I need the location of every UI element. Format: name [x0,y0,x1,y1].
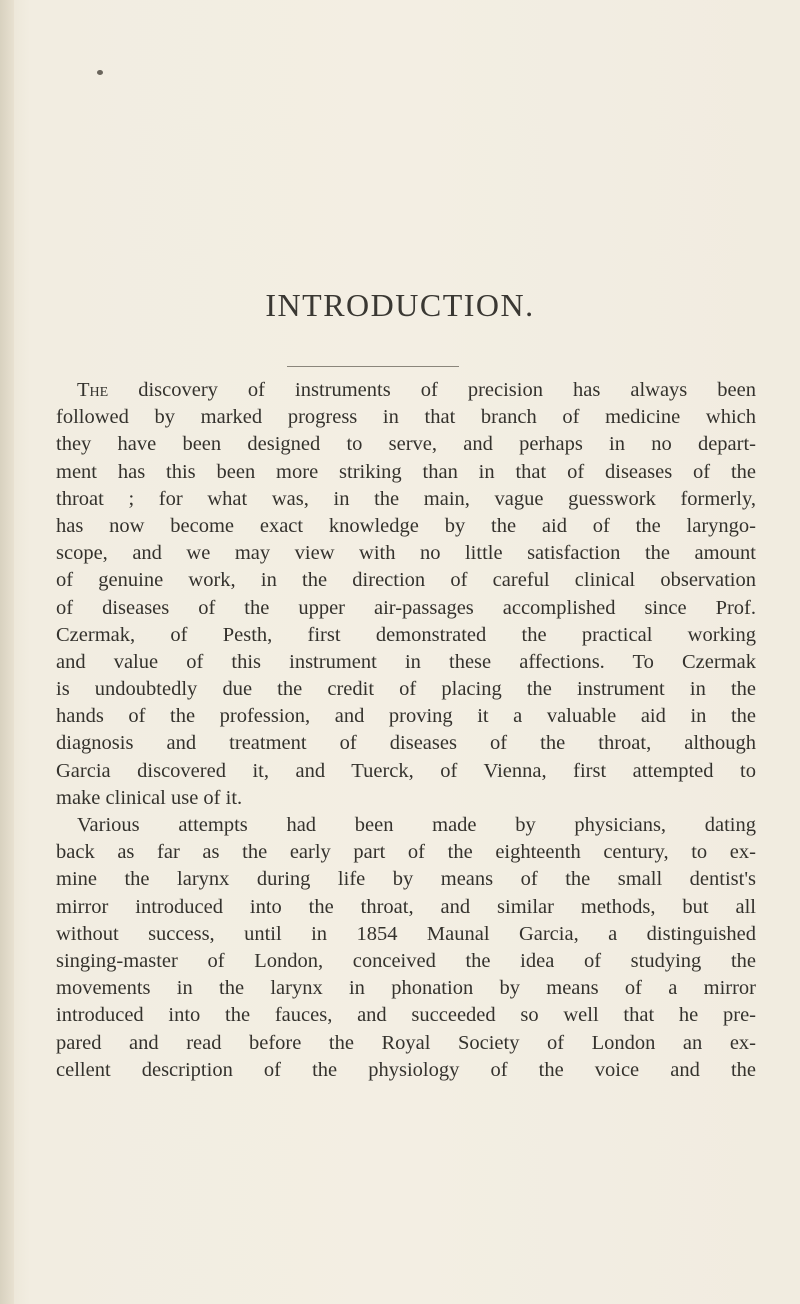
text-line: Czermak, of Pesth, first demonstrated the practical working [56,623,756,646]
paragraph-1 [56,377,756,812]
text-line: movements in the larynx in phonation by means of a mirror [56,977,756,1000]
text-line: make clinical use of it. [56,786,243,809]
text-line: without success, until in 1854 Maunal Garcia, a distinguished [56,922,756,945]
text-line: of diseases of the upper air-passages accomplished since Prof. [56,596,756,619]
text-line: Various attempts had been made by physicians, dating [77,814,756,836]
text-line: cellent description of the physiology of the voice and the [56,1058,756,1081]
chapter-heading: INTRODUCTION. [265,287,535,323]
text-line: Garcia discovered it, and Tuerck, of Vienna, first attempted to [56,759,756,782]
text-line: introduced into the fauces, and succeeded so well that he pre- [56,1004,756,1027]
text-line: mirror introduced into the throat, and similar methods, but all [56,895,756,918]
text-line: of genuine work, in the direction of careful clinical observation [56,569,756,592]
text-line: throat ; for what was, in the main, vague guesswork formerly, [56,487,756,510]
text-line: back as far as the early part of the eighteenth century, to ex- [56,841,756,864]
page-binding-edge [0,0,14,1304]
text-line: is undoubtedly due the credit of placing the instrument in the [56,678,756,701]
text-line: they have been designed to serve, and perhaps in no depart- [56,433,756,456]
text-line: scope, and we may view with no little satisfaction the amount [56,542,756,565]
text-line: mine the larynx during life by means of the small dentist's [56,868,756,891]
text-line: hands of the profession, and proving it a valuable aid in the [56,705,756,728]
text-line: ment has this been more striking than in that of diseases of the [56,460,756,483]
text-line: diagnosis and treatment of diseases of the throat, although [56,732,756,755]
text-line: The discovery of instruments of precision has always been [77,379,756,401]
ink-speck [97,70,103,75]
paragraph-2 [56,812,756,1084]
opening-word: The [77,379,109,401]
text-line: and value of this instrument in these affections. To Czermak [56,650,756,673]
text-line: followed by marked progress in that branch of medicine which [56,406,756,429]
text-line: pared and read before the Royal Society of London an ex- [56,1031,756,1054]
text-line: has now become exact knowledge by the aid of the laryngo- [56,514,756,537]
body-text [56,377,756,1084]
text-line: singing-master of London, conceived the idea of studying the [56,949,756,972]
heading-rule [287,366,459,367]
